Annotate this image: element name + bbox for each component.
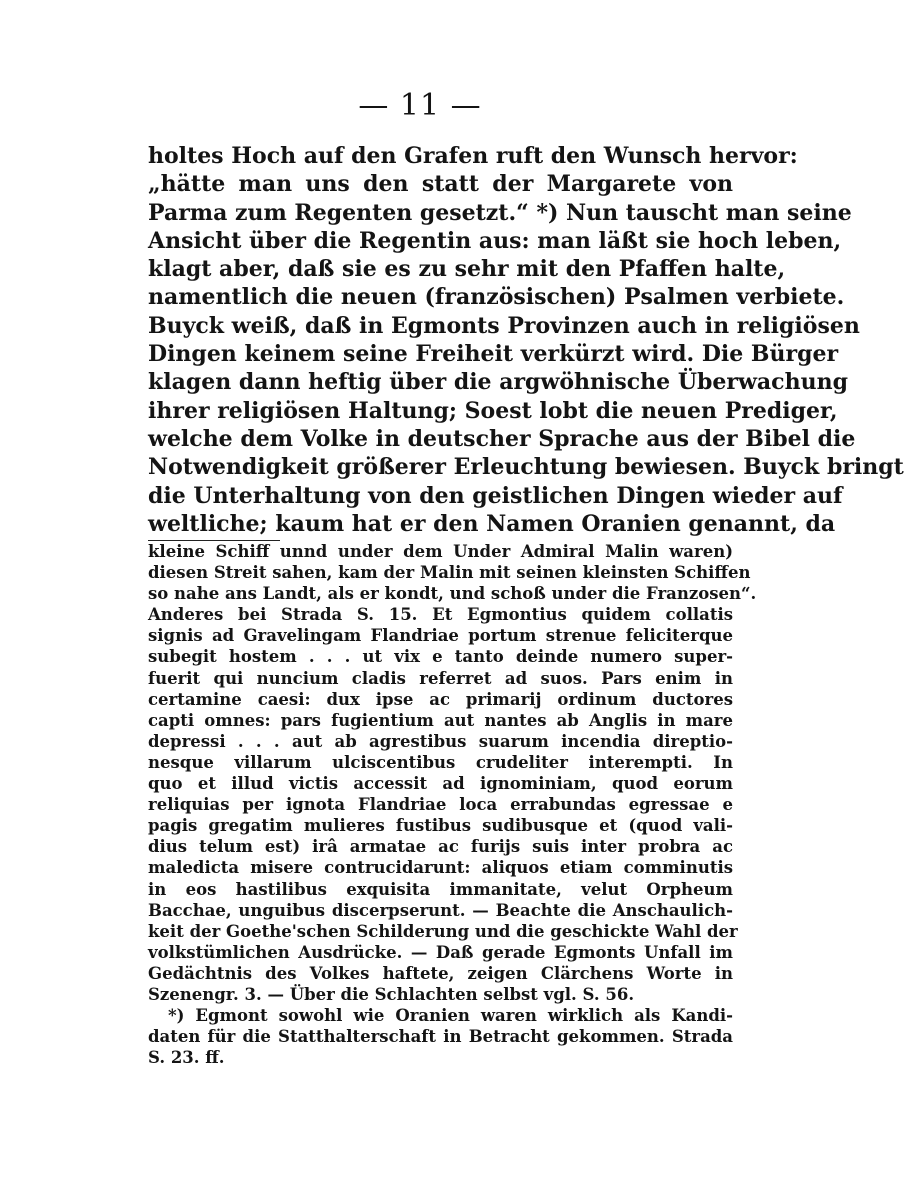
note-line: maledicta misere contrucidarunt: aliquos etiam comminutis	[148, 858, 733, 878]
text-line: ihrer religiösen Haltung; Soest lobt die neuen Prediger,	[148, 397, 838, 424]
text-line: Notwendigkeit größerer Erleuchtung bewiesen. Buyck bringt	[148, 454, 904, 481]
note-line: Gedächtnis des Volkes haftete, zeigen Clärchens Worte in	[148, 963, 733, 983]
footnote-line: daten für die Statthalterschaft in Betracht gekommen. Strada	[148, 1027, 733, 1047]
text-line: klagen dann heftig über die argwöhnische Überwachung	[148, 369, 848, 396]
note-line: diesen Streit sahen, kam der Malin mit seinen kleinsten Schiffen	[148, 563, 751, 583]
note-line: in eos hastilibus exquisita immanitate, velut Orpheum	[148, 879, 733, 899]
text-line: Dingen keinem seine Freiheit verkürzt wird. Die Bürger	[148, 341, 839, 368]
note-line: Bacchae, unguibus discerpserunt. — Beachte die Anschaulich-	[148, 900, 733, 920]
text-line: weltliche; kaum hat er den Namen Oranien genannt, da	[148, 510, 836, 537]
text-line: Buyck weiß, daß in Egmonts Provinzen auch in religiösen	[148, 312, 860, 339]
text-line: klagt aber, daß sie es zu sehr mit den Pfaffen halte,	[148, 256, 786, 283]
note-line: pagis gregatim mulieres fustibus sudibusque et (quod vali-	[148, 816, 733, 836]
footnote-line: S. 23. ff.	[148, 1048, 225, 1068]
note-line: signis ad Gravelingam Flandriae portum strenue feliciterque	[148, 626, 733, 646]
note-line: keit der Goethe'schen Schilderung und die geschickte Wahl der	[148, 921, 738, 941]
note-line: reliquias per ignota Flandriae loca errabundas egressae e	[148, 795, 733, 815]
note-line: fuerit qui nuncium cladis referret ad suos. Pars enim in	[148, 668, 733, 688]
note-line: volkstümlichen Ausdrücke. — Daß gerade Egmonts Unfall im	[148, 942, 733, 962]
note-line: capti omnes: pars fugientium aut nantes ab Anglis in mare	[148, 710, 733, 730]
text-line: Parma zum Regenten gesetzt.“ *) Nun tauscht man seine	[148, 199, 852, 226]
main-text	[148, 142, 904, 538]
footnote-line: *) Egmont sowohl wie Oranien waren wirklich als Kandi-	[168, 1006, 733, 1026]
note-line: Szenengr. 3. — Über die Schlachten selbst vgl. S. 56.	[148, 984, 635, 1004]
text-line: die Unterhaltung von den geistlichen Dingen wieder auf	[148, 482, 843, 509]
note-line: depressi . . . aut ab agrestibus suarum incendia direptio-	[148, 731, 733, 751]
text-line: Ansicht über die Regentin aus: man läßt sie hoch leben,	[148, 227, 842, 254]
note-line: so nahe ans Landt, als er kondt, und schoß under die Franzosen“.	[148, 584, 757, 604]
note-line: kleine Schiff unnd under dem Under Admiral Malin waren)	[148, 542, 733, 561]
note-line: Anderes bei Strada S. 15. Et Egmontius quidem collatis	[148, 605, 733, 625]
note-line: certamine caesi: dux ipse ac primarij ordinum ductores	[148, 689, 733, 709]
note-line: dius telum est) irâ armatae ac furijs suis inter probra ac	[148, 837, 733, 857]
text-line: „hätte man uns den statt der Margarete von	[148, 171, 733, 198]
text-line: welche dem Volke in deutscher Sprache aus der Bibel die	[148, 425, 856, 452]
page-number: — 11 —	[358, 88, 482, 123]
note-line: quo et illud victis accessit ad ignominiam, quod eorum	[148, 774, 733, 794]
text-line: holtes Hoch auf den Grafen ruft den Wunsch hervor:	[148, 143, 798, 169]
note-line: subegit hostem . . . ut vix e tanto deinde numero super-	[148, 647, 733, 667]
text-line: namentlich die neuen (französischen) Psalmen verbiete.	[148, 284, 845, 311]
note-line: nesque villarum ulciscentibus crudeliter interempti. In	[148, 752, 733, 772]
footnotes	[148, 541, 757, 1068]
